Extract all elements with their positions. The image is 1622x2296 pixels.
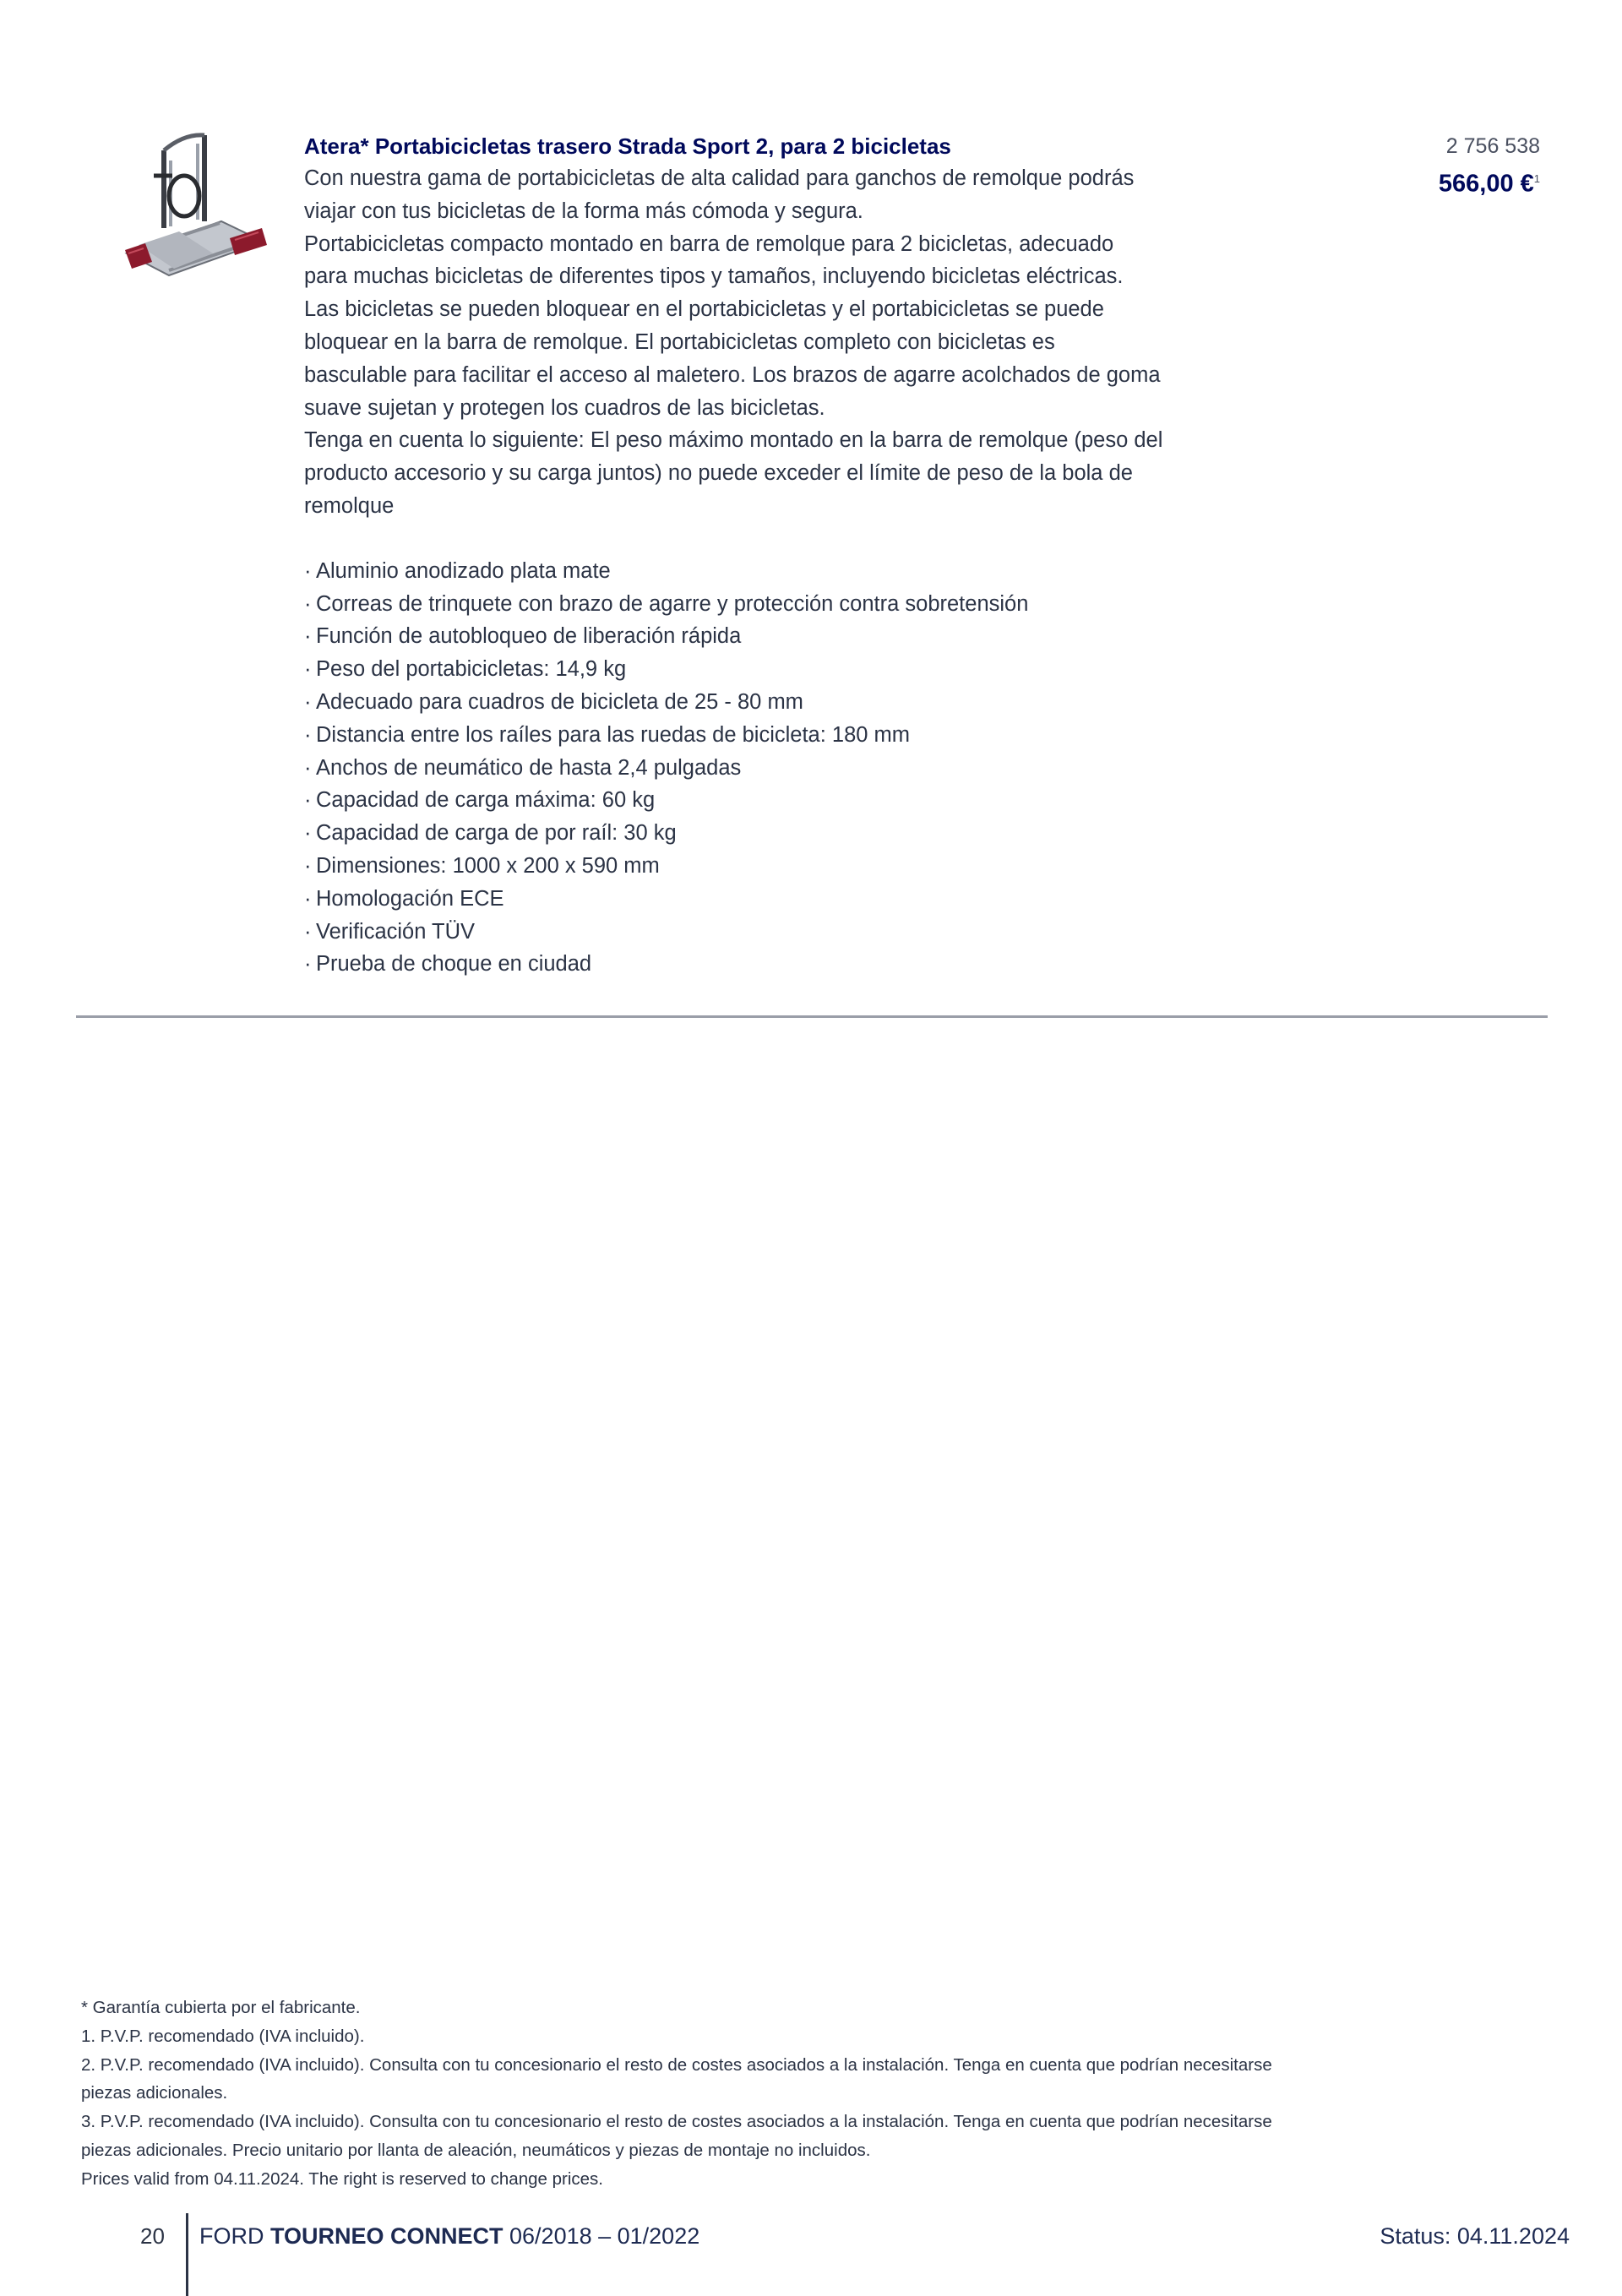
bullet-icon: ·	[304, 624, 312, 649]
feature-text: Capacidad de carga de por raíl: 30 kg	[316, 821, 677, 846]
bullet-icon: ·	[304, 558, 312, 583]
description-line: viajar con tus bicicletas de la forma más cómoda y segura.	[304, 199, 863, 223]
feature-text: Función de autobloqueo de liberación rápida	[316, 624, 742, 649]
description-line: producto accesorio y su carga juntos) no puede exceder el límite de peso de la bola de	[304, 461, 1133, 486]
description-line: Portabicicletas compacto montado en barra de remolque para 2 bicicletas, adecuado	[304, 231, 1114, 256]
feature-list	[304, 555, 1284, 981]
feature-item	[304, 653, 1284, 686]
footer-model: TOURNEO CONNECT	[270, 2223, 503, 2249]
section-divider	[76, 1015, 1548, 1018]
description-line: bloquear en la barra de remolque. El portabicicletas completo con bicicletas es	[304, 329, 1055, 354]
product-description	[304, 162, 1284, 523]
bullet-icon: ·	[304, 755, 312, 780]
feature-item	[304, 883, 1284, 916]
feature-text: Prueba de choque en ciudad	[316, 952, 592, 977]
feature-text: Peso del portabicicletas: 14,9 kg	[316, 657, 627, 682]
feature-item	[304, 620, 1284, 653]
description-line: para muchas bicicletas de diferentes tipos y tamaños, incluyendo bicicletas eléctricas.	[304, 264, 1124, 289]
bullet-icon: ·	[304, 952, 312, 977]
feature-text: Adecuado para cuadros de bicicleta de 25 - 80 mm	[316, 689, 803, 714]
feature-text: Dimensiones: 1000 x 200 x 590 mm	[316, 853, 660, 878]
price-value	[1439, 162, 1540, 201]
footnotes	[81, 1994, 1551, 2194]
feature-item	[304, 817, 1284, 850]
feature-item	[304, 784, 1284, 817]
bike-carrier-image	[120, 127, 269, 287]
footnote: 2. P.V.P. recomendado (IVA incluido). Consulta con tu concesionario el resto de costes asociados a la instalación. Tenga en cuenta que podrían necesitarse	[81, 2054, 1272, 2075]
footer-title	[199, 2223, 699, 2250]
product-title: Atera* Portabicicletas trasero Strada Sport 2, para 2 bicicletas	[304, 133, 951, 159]
part-number: 2 756 538	[1445, 134, 1540, 158]
feature-text: Aluminio anodizado plata mate	[316, 558, 611, 583]
feature-item	[304, 719, 1284, 752]
feature-text: Homologación ECE	[316, 886, 504, 911]
description-line: remolque	[304, 493, 395, 518]
feature-item	[304, 752, 1284, 785]
bullet-icon: ·	[304, 853, 312, 878]
product-description-block	[304, 130, 1284, 981]
footnote: piezas adicionales. Precio unitario por llanta de aleación, neumáticos y piezas de montaje no incluidos.	[81, 2140, 871, 2160]
footnote: * Garantía cubierta por el fabricante.	[81, 1998, 361, 2017]
feature-item	[304, 948, 1284, 981]
feature-text: Anchos de neumático de hasta 2,4 pulgadas	[316, 755, 742, 780]
feature-item	[304, 555, 1284, 588]
footer-rule	[186, 2213, 188, 2296]
feature-text: Distancia entre los raíles para las ruedas de bicicleta: 180 mm	[316, 722, 911, 747]
price-block	[1439, 130, 1540, 201]
feature-text: Capacidad de carga máxima: 60 kg	[316, 788, 656, 813]
feature-text: Correas de trinquete con brazo de agarre y protección contra sobretensión	[316, 591, 1029, 616]
price-amount: 566,00 €	[1438, 170, 1534, 198]
footnote: 1. P.V.P. recomendado (IVA incluido).	[81, 2026, 365, 2046]
feature-item	[304, 916, 1284, 949]
description-line: Con nuestra gama de portabicicletas de alta calidad para ganchos de remolque podrás	[304, 166, 1135, 190]
footer-status: Status: 04.11.2024	[1380, 2223, 1570, 2249]
description-line: Tenga en cuenta lo siguiente: El peso máximo montado en la barra de remolque (peso del	[304, 428, 1163, 453]
description-line: basculable para facilitar el acceso al maletero. Los brazos de agarre acolchados de goma	[304, 362, 1161, 387]
feature-item	[304, 686, 1284, 719]
footer-brand: FORD	[199, 2223, 270, 2249]
description-line: suave sujetan y protegen los cuadros de las bicicletas.	[304, 395, 825, 420]
page-footer	[0, 2213, 1622, 2296]
footer-period: 06/2018 – 01/2022	[503, 2223, 700, 2249]
carrier-frame	[154, 135, 204, 228]
bullet-icon: ·	[304, 821, 312, 846]
feature-text: Verificación TÜV	[316, 919, 476, 944]
feature-item	[304, 850, 1284, 883]
bullet-icon: ·	[304, 657, 312, 682]
description-line: Las bicicletas se pueden bloquear en el portabicicletas y el portabicicletas se puede	[304, 297, 1104, 322]
bullet-icon: ·	[304, 919, 312, 944]
page-number: 20	[140, 2223, 165, 2249]
bullet-icon: ·	[304, 722, 312, 747]
feature-item	[304, 588, 1284, 621]
footnote: piezas adicionales.	[81, 2083, 228, 2103]
bullet-icon: ·	[304, 886, 312, 911]
price-footnote-marker: 1	[1533, 172, 1540, 185]
footnote: 3. P.V.P. recomendado (IVA incluido). Consulta con tu concesionario el resto de costes asociados a la instalación. Tenga en cuenta que podrían necesitarse	[81, 2112, 1272, 2132]
footnote: Prices valid from 04.11.2024. The right is reserved to change prices.	[81, 2168, 603, 2189]
bullet-icon: ·	[304, 689, 312, 714]
bullet-icon: ·	[304, 591, 312, 616]
bullet-icon: ·	[304, 788, 312, 813]
